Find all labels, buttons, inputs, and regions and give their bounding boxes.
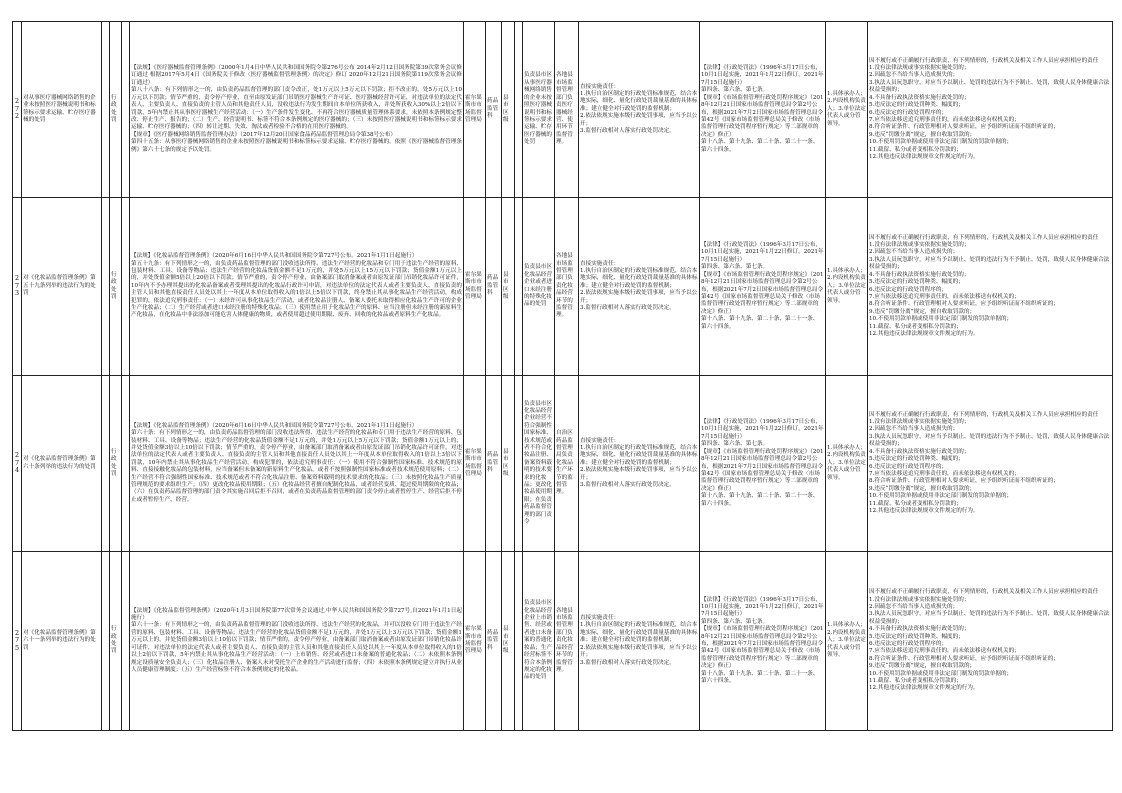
accountability-line: 3.执法人员玩忽职守，对应当予以制止、处罚的违法行为不予制止、处罚，致使人民身体健康合法权益受损的； — [869, 79, 1110, 94]
table-row — [13, 198, 1113, 376]
accountability-line: 1.没有法律法规或事实依据实施处罚的； — [869, 596, 970, 603]
accountability-line: 3.执法人员玩忽职守，对应当予以制止、处罚的违法行为不予制止、处罚，致使人民身体健康合法权益受损的； — [869, 433, 1110, 448]
basis-line: 第五十九条：有下列情形之一的，由负责药品监督管理的部门没收违法所得、违法生产经营的化妆品和专门用于违法生产经营的原料、包装材料、工具、设备等物品；违法生产经营的化妆品货值金额不足1万元的，并处5万元以上15万元以下罚款；货值金额1万元以上的，并处货值金额5倍以上20倍以下罚款；情节严重的，责令停产停业，由备案部门取消备案或者由原发证部门吊销化妆品许可证件，10年内不予办理其提出的化妆品备案或者受理其提出的化妆品行政许可申请，对违法单位的法定代表人或者主要负责人、直接负责的主管人员和其他直接责任人员处以其上一年度从本单位取得收入的1倍以上5倍以下罚款，终身禁止其从事化妆品生产经营活动，构成犯罪的，依法追究刑事责任：（一）未经许可从事化妆品生产活动，或者化妆品注册人、备案人委托未取得相应化妆品生产许可的企业生产化妆品；（二）生产经营或者进口未经注册的特殊化妆品；（三）使用禁止用于化妆品生产的原料、应当注册但未经注册的新原料生产化妆品，在化妆品中非法添加可能危害人体健康的物质，或者使用超过使用期限、废弃、回收的化妆品或者原料生产化妆品。 — [131, 260, 462, 319]
duty-division: 各地县市场监督管理部门负责化妆品经营环节的监督管理。 — [555, 552, 579, 731]
law-line: 【法律】《行政处罚法》（1996年3月17日公布，10月1日起实施，2021年1月22日修订，2021年7月15日起施行） — [701, 242, 824, 263]
accountability-situations — [868, 198, 1113, 376]
item-type: 行政处罚 — [110, 22, 122, 198]
blank-cell — [122, 22, 130, 198]
accountability-line: 3.执法人员玩忽职守，对应当予以制止、处罚的违法行为不予制止、处罚，致使人民身体健康合法权益受损的； — [869, 611, 1110, 625]
accountability-line: 6.违反法定的行政处罚程序的； — [869, 463, 948, 470]
law-line: 第十八条、第十九条、第二十条、第二十一条、第六十四条。 — [701, 670, 819, 685]
item-name: 对从事医疗器械网络销售的企业未按照医疗器械说明书和标签标示要求运输、贮存医疗器械的处罚 — [22, 22, 102, 198]
accountability-line: 11.截留、私分或者变相私分罚款的； — [869, 678, 962, 685]
accountability-line: 2.因疏忽不当给当事人造成损失的； — [869, 426, 959, 433]
responsibility-items — [579, 552, 700, 731]
item-type: 行政处罚 — [110, 376, 122, 552]
duty-division: 自治区药品监督管理局负责化妆品生产环节的监督管理。 — [555, 376, 579, 552]
accountability-line: 8.符合听证条件、行政管理相对人要求听证，应予组织听证而不组织听证的； — [869, 655, 1059, 662]
responsibility-line: 2.依法依规实施本级行政处罚事项，应当予以公开； — [580, 467, 698, 481]
legal-basis — [130, 552, 464, 731]
accountability-line: 6.违反法定的行政处罚程序的； — [869, 109, 948, 116]
law-line: 【规章】《市场监督管理行政处罚程序规定》（2018年12月21日国家市场监督管理总局令第2号公布，根据2021年7月2日国家市场监督管理总局令第42号《国家市场监督管理总局关于修改〈市场监督管理行政处罚程序暂行规定〉等二部规章的决定》修正） — [701, 94, 824, 138]
blank-cell — [102, 22, 110, 198]
law-line: 【法律】《行政处罚法》（1996年3月17日公布，10月1日起实施，2021年1月22日修订，2021年7月15日起施行） — [701, 65, 824, 86]
accountability-line: 11.截留、私分或者变相私分罚款的； — [869, 500, 962, 507]
table-row — [13, 376, 1113, 552]
blank-cell — [515, 376, 523, 552]
accountability-object: 1.具体承办人；2.内设机构负责人；3.单位法定代表人或分管领导。 — [826, 552, 868, 731]
administrative-level: 县市区级 — [502, 198, 515, 376]
accountability-line: 4.不具备行政执法资格实施行政处罚的； — [869, 271, 970, 278]
accountability-line: 1.没有法律法规或事实依据实施处罚的； — [869, 419, 970, 426]
item-number: 272 — [13, 22, 22, 198]
blank-cell — [102, 376, 110, 552]
responsibility-line: 2.依法依规实施本级行政处罚事项，应当予以公开； — [580, 113, 698, 127]
responsibility-line: 1.执行自治区制定的行政处罚标准规范，结合本地实际，细化、量化行政处罚裁量基准的具体标准；建立健全对行政处罚的监督机制； — [580, 267, 698, 289]
item-number: 273 — [13, 198, 22, 376]
law-line: 第四条、第六条、第七条。 — [701, 618, 769, 625]
law-reference — [700, 198, 826, 376]
accountability-line: 8.符合听证条件、行政管理相对人要求听证，应予组织听证而不组织听证的； — [869, 124, 1059, 131]
accountability-line: 12.其他违反法律法规规章文件规定的行为。 — [869, 507, 979, 514]
accountability-line: 因不履行或不正确履行行政职责，有下列情形的，行政机关及相关工作人员应承担相应的责任 — [869, 411, 1099, 418]
legal-basis — [130, 22, 464, 198]
blank-cell — [122, 376, 130, 552]
table-body — [13, 22, 1113, 731]
item-name: 对《化妆品监督管理条例》第六十条列举的违法行为的处罚 — [22, 376, 102, 552]
item-type: 行政处罚 — [110, 552, 122, 731]
accountability-line: 6.违反法定的行政处罚程序的； — [869, 286, 948, 293]
accountability-line: 12.其他违反法律法规规章文件规定的行为。 — [869, 153, 979, 160]
implementing-subject: 霍尔果斯市市场监督管理局 — [464, 198, 486, 376]
basis-line: 第六十条：有下列情形之一的，由负责药品监督管理的部门没收违法所得、违法生产经营的化妆品和专门用于违法生产经营的原料、包装材料、工具、设备等物品；违法生产经营的化妆品货值金额不足1万元的，并处1万元以上5万元以下罚款；货值金额1万元以上的，并处货值金额3倍以上10倍以下罚款；情节严重的，责令停产停业，由备案部门取消备案或者由原发证部门吊销化妆品许可证件，对违法单位的法定代表人或者主要负责人、直接负责的主管人员和其他直接责任人员处以其上一年度从本单位取得收入的1倍以上3倍以下罚款，10年内禁止其从事化妆品生产经营活动，构成犯罪的，依法追究刑事责任：（一）使用不符合强制性国家标准、技术规范的原料、直接接触化妆品的包装材料，应当备案但未备案的新原料生产化妆品，或者不按照强制性国家标准或者技术规范使用原料；（二）生产经营不符合强制性国家标准、技术规范或者不符合化妆品注册、备案资料载明的技术要求的化妆品；（三）未按照化妆品生产质量管理规范的要求组织生产；（四）更改化妆品使用期限；（五）化妆品经营者擅自配制化妆品，或者经营变质、超过使用期限的化妆品；（六）在负责药品监督管理的部门责令其实施召回后拒不召回，或者在负责药品监督管理的部门责令停止或者暂停生产、经营后拒不停止或者暂停生产、经营。 — [131, 430, 462, 503]
item-number: 275 — [13, 552, 22, 731]
responsible-department: 药品监管科 — [486, 22, 502, 198]
accountability-line: 12.其他违反法律法规规章文件规定的行为。 — [869, 330, 979, 337]
legal-basis — [130, 376, 464, 552]
law-line: 【规章】《市场监督管理行政处罚程序规定》（2018年12月21日国家市场监督管理总局令第2号公布，根据2021年7月2日国家市场监督管理总局令第42号《国家市场监督管理总局关于修改〈市场监督管理行政处罚程序暂行规定〉等二部规章的决定》修正） — [701, 626, 824, 670]
accountability-line: 因不履行或不正确履行行政职责，有下列情形的，行政机关及相关工作人员应承担相应的责任 — [869, 234, 1099, 241]
item-name: 对《化妆品监督管理条例》第五十九条列举的违法行为的处罚 — [22, 198, 102, 376]
duty-subject: 负责县市区化妆品经营企业上市销售、经营或者进口未备案的普通化妆品；生产经营标签不符合本条例规定的化妆品的处罚 — [523, 552, 555, 731]
accountability-line: 10.不使用罚款单据或使用非法定部门制发的罚款单据的； — [869, 316, 1013, 323]
accountability-line: 10.不使用罚款单据或使用非法定部门制发的罚款单据的； — [869, 493, 1013, 500]
law-line: 第四条、第六条、第七条。 — [701, 264, 769, 271]
accountability-line: 6.违反法定的行政处罚程序的； — [869, 641, 948, 647]
law-reference — [700, 376, 826, 552]
legal-basis — [130, 198, 464, 376]
law-line: 第四条、第六条、第七条。 — [701, 441, 769, 448]
duty-subject: 负责县市区从事医疗器械网络销售的企业未按照医疗器械说明书和标签标示要求运输、贮存医疗器械的处罚 — [523, 22, 555, 198]
accountability-line: 4.不具备行政执法资格实施行政处罚的； — [869, 626, 970, 633]
accountability-line: 4.不具备行政执法资格实施行政处罚的； — [869, 448, 970, 455]
accountability-line: 2.因疏忽不当给当事人造成损失的； — [869, 603, 959, 610]
basis-line: 【法规】《化妆品监督管理条例》（2020年1月3日国务院第77次常务会议通过,中华人民共和国国务院令第727号,自2021年1月1日起施行） — [131, 607, 462, 622]
responsibility-line: 直接实施责任： — [580, 260, 620, 267]
duty-list-table — [12, 21, 1113, 731]
blank-cell — [102, 198, 110, 376]
law-reference — [700, 552, 826, 731]
implementing-subject: 霍尔果斯市市场监督管理局 — [464, 376, 486, 552]
accountability-line: 4.不具备行政执法资格实施行政处罚的； — [869, 94, 970, 101]
implementing-subject: 霍尔果斯市市场监督管理局 — [464, 22, 486, 198]
item-type: 行政处罚 — [110, 198, 122, 376]
blank-cell — [122, 552, 130, 731]
blank-cell — [515, 552, 523, 731]
accountability-line: 9.违反“罚缴分离”规定，擅自收取罚款的； — [869, 485, 976, 492]
law-line: 第十八条、第十九条、第二十条、第二十一条、第六十四条。 — [701, 139, 819, 153]
accountability-line: 7.应当依法移送追究刑事责任的，而未依法移送有权机关的； — [869, 648, 1020, 655]
accountability-object: 1.具体承办人；2.内设机构负责人；3.单位法定代表人或分管领导。 — [826, 22, 868, 198]
accountability-line: 9.违反“罚缴分离”规定，擅自收取罚款的； — [869, 663, 976, 670]
accountability-line: 10.不使用罚款单据或使用非法定部门制发的罚款单据的； — [869, 139, 1013, 146]
law-line: 【法律】《行政处罚法》（1996年3月17日公布，10月1日起实施，2021年1月22日修订，2021年7月15日起施行） — [701, 596, 824, 618]
accountability-line: 5.违反法定的行政处罚种类、幅度的； — [869, 456, 964, 463]
responsibility-line: 2.依法依规实施本级行政处罚事项，应当予以公开； — [580, 290, 698, 304]
accountability-line: 11.截留、私分或者变相私分罚款的； — [869, 146, 962, 153]
law-reference — [700, 22, 826, 198]
accountability-line: 7.应当依法移送追究刑事责任的，而未依法移送有权机关的； — [869, 470, 1020, 477]
administrative-level: 县市区级 — [502, 376, 515, 552]
administrative-level: 县市区级 — [502, 552, 515, 731]
accountability-situations — [868, 22, 1113, 198]
blank-cell — [515, 198, 523, 376]
responsible-department: 药品监管科 — [486, 376, 502, 552]
accountability-line: 9.违反“罚缴分离”规定，擅自收取罚款的； — [869, 131, 976, 138]
responsibility-items — [579, 22, 700, 198]
responsibility-line: 3.监督行政相对人落实行政处罚决定。 — [580, 482, 675, 489]
duty-division: 各地县市场监督管理部门负责化妆品经营环节的监督管理。 — [555, 198, 579, 376]
responsibility-items — [579, 198, 700, 376]
accountability-line: 因不履行或不正确履行行政职责，有下列情形的，行政机关及相关工作人员应承担相应的责任 — [869, 589, 1099, 596]
responsibility-line: 1.执行自治区制定的行政处罚标准规范，结合本地实际，细化、量化行政处罚裁量基准的具体标准；建立健全对行政处罚的监督机制； — [580, 90, 698, 112]
duty-subject: 负责县市区化妆品经营企业经营不符合强制性国家标准、技术规范或者不符合化妆品注册、备案资料载明的技术要求的化妆品；更改化妆品使用期限；在负责药品监督管理的部门责令 — [523, 376, 555, 552]
responsible-department: 药品监管科 — [486, 198, 502, 376]
accountability-line: 2.因疏忽不当给当事人造成损失的； — [869, 249, 959, 256]
law-line: 【规章】《市场监督管理行政处罚程序规定》（2018年12月21日国家市场监督管理总局令第2号公布，根据2021年7月2日国家市场监督管理总局令第42号《国家市场监督管理总局关于修改〈市场监督管理行政处罚程序暂行规定〉等二部规章的决定》修正） — [701, 448, 824, 492]
law-line: 第十八条、第十九条、第二十条、第二十一条、第六十四条。 — [701, 493, 819, 507]
basis-line: 【法规】《化妆品监督管理条例》（2020年6月16日中华人民共和国国务院令第727号公布，2021年1月1日起施行） — [131, 253, 418, 260]
accountability-line: 2.因疏忽不当给当事人造成损失的； — [869, 72, 959, 79]
blank-cell — [102, 552, 110, 731]
table-row — [13, 552, 1113, 731]
accountability-line: 1.没有法律法规或事实依据实施处罚的； — [869, 65, 970, 72]
accountability-line: 7.应当依法移送追究刑事责任的，而未依法移送有权机关的； — [869, 116, 1020, 123]
responsibility-line: 直接实施责任： — [580, 615, 620, 622]
accountability-line: 1.没有法律法规或事实依据实施处罚的； — [869, 242, 970, 249]
responsibility-items — [579, 376, 700, 552]
item-name: 对《化妆品监督管理条例》第六十一条列举的违法行为的处罚 — [22, 552, 102, 731]
law-line: 【法律】《行政处罚法》（1996年3月17日公布，10月1日起实施，2021年1月22日修订，2021年7月15日起施行） — [701, 419, 824, 440]
administrative-level: 县市区级 — [502, 22, 515, 198]
duty-subject: 负责县市区化妆品经营企业或者进口未经注册的特殊化妆品的处罚 — [523, 198, 555, 376]
blank-cell — [515, 22, 523, 198]
table-row — [13, 22, 1113, 198]
basis-line: 【法规】《化妆品监督管理条例》（2020年6月16日中华人民共和国国务院令第727号公布，2021年1月1日起施行） — [131, 422, 418, 429]
accountability-line: 5.违反法定的行政处罚种类、幅度的； — [869, 279, 964, 286]
responsibility-line: 3.监督行政相对人落实行政处罚决定。 — [580, 305, 675, 312]
basis-line: 第四十五条：从事医疗器械网络销售的企业未按照医疗器械说明书和标签标示要求运输、贮存医疗器械的，依照《医疗器械监督管理条例》第六十七条的规定予以处罚。 — [131, 139, 462, 153]
responsibility-line: 1.执行自治区制定的行政处罚标准规范，结合本地实际，细化、量化行政处罚裁量基准的具体标准；建立健全对行政处罚的监督机制； — [580, 622, 698, 644]
implementing-subject: 霍尔果斯市市场监督管理局 — [464, 552, 486, 731]
accountability-object: 1.具体承办人；2.内设机构负责人；3.单位法定代表人或分管领导。 — [826, 198, 868, 376]
accountability-line: 9.违反“罚缴分离”规定，擅自收取罚款的； — [869, 308, 976, 315]
accountability-line: 因不履行或不正确履行行政职责，有下列情形的，行政机关及相关工作人员应承担相应的责任 — [869, 57, 1099, 64]
accountability-object: 1.具体承办人；2.内设机构负责人；3.单位法定代表人或分管领导。 — [826, 376, 868, 552]
law-line: 【规章】《市场监督管理行政处罚程序规定》（2018年12月21日国家市场监督管理总局令第2号公布，根据2021年7月2日国家市场监督管理总局令第42号《国家市场监督管理总局关于修改〈市场监督管理行政处罚程序暂行规定〉等二部规章的决定》修正） — [701, 271, 824, 315]
item-number: 274 — [13, 376, 22, 552]
blank-cell — [122, 198, 130, 376]
accountability-line: 12.其他违反法律法规规章文件规定的行为。 — [869, 685, 979, 692]
responsibility-line: 3.监督行政相对人落实行政处罚决定。 — [580, 128, 675, 135]
responsibility-line: 3.监督行政相对人落实行政处罚决定。 — [580, 659, 675, 666]
basis-line: 第八十八条：有下列情形之一的，由负责药品监督管理的部门责令改正，处1万元以上5万元以下罚款；拒不改正的，处5万元以上10万元以下罚款；情节严重的，责令停产停业，直至由原发证部门吊销医疗器械生产许可证、医疗器械经营许可证，对违法单位的法定代表人、主要负责人、直接负责的主管人员和其他责任人员，没收违法行为发生期间自本单位所获收入，并处所获收入30%以上2倍以下罚款，5年内禁止其从事医疗器械生产经营活动：（一）生产条件发生变化、不再符合医疗器械质量管理体系要求，未依照本条例规定整改、停止生产、报告的；（二）生产、经营说明书、标签不符合本条例规定的医疗器械的；（三）未按照医疗器械说明书和标签标示要求运输、贮存医疗器械的；（四）转让过期、失效、淘汰或者检验不合格的在用医疗器械的。 — [131, 87, 462, 131]
basis-line: 【法规】《医疗器械监督管理条例》（2000年1月4日中华人民共和国国务院令第276号公布 2014年2月12日国务院第39次常务会议修订通过 根据2017年5月4日《国务院关于修改〈医疗器械监督管理条例〉的决定》修订 2020年12月21日国务院第119次常务会议修订通过） — [131, 65, 462, 86]
law-line: 第十八条、第十九条、第二十条、第二十一条、第六十四条。 — [701, 316, 819, 330]
basis-line: 第六十一条：有下列情形之一的，由负责药品监督管理的部门没收违法所得、违法生产经营的化妆品，并可以没收专门用于违法生产经营的原料、包装材料、工具、设备等物品；违法生产经营的化妆品货值金额不足1万元的，并处1万元以上3万元以下罚款；货值金额1万元以上的，并处货值金额3倍以上10倍以下罚款；情节严重的，责令停产停业，由备案部门取消备案或者由原发证部门吊销化妆品许可证件，对违法单位的法定代表人或者主要负责人、直接负责的主管人员和其他直接责任人员处以其上一年度从本单位取得收入的1倍以上2倍以下罚款，5年内禁止其从事化妆品生产经营活动：（一）上市销售、经营或者进口未备案的普通化妆品；（二）未依照本条例规定设质量安全负责人；（三）化妆品注册人、备案人未对受托生产企业的生产活动进行监督；（四）未依照本条例规定建立并执行从业人员健康管理制度；（五）生产经营标签不符合本条例规定的化妆品。 — [131, 622, 462, 673]
basis-line: 【规章】《医疗器械网络销售监督管理办法》（2017年12月20日国家食品药品监督管理总局令第38号公布） — [131, 131, 396, 138]
accountability-line: 7.应当依法移送追究刑事责任的，而未依法移送有权机关的； — [869, 293, 1020, 300]
accountability-line: 5.违反法定的行政处罚种类、幅度的； — [869, 102, 964, 109]
accountability-line: 8.符合听证条件、行政管理相对人要求听证，应予组织听证而不组织听证的； — [869, 478, 1059, 485]
responsible-department: 药品监管科 — [486, 552, 502, 731]
responsibility-line: 直接实施责任： — [580, 437, 620, 444]
responsibility-line: 1.执行自治区制定的行政处罚标准规范，结合本地实际，细化、量化行政处罚裁量基准的具体标准；建立健全对行政处罚的监督机制； — [580, 444, 698, 466]
responsibility-line: 直接实施责任： — [580, 83, 620, 90]
accountability-situations — [868, 552, 1113, 731]
law-line: 第四条、第六条、第七条。 — [701, 87, 769, 94]
accountability-line: 5.违反法定的行政处罚种类、幅度的； — [869, 633, 964, 640]
accountability-line: 11.截留、私分或者变相私分罚款的； — [869, 323, 962, 330]
responsibility-line: 2.依法依规实施本级行政处罚事项，应当予以公开； — [580, 644, 698, 659]
duty-division: 各地县市场监督管理部门负责医疗器械经营、使用环节监督管理。 — [555, 22, 579, 198]
accountability-line: 8.符合听证条件、行政管理相对人要求听证，应予组织听证而不组织听证的； — [869, 301, 1059, 308]
accountability-line: 3.执法人员玩忽职守，对应当予以制止、处罚的违法行为不予制止、处罚，致使人民身体健康合法权益受损的； — [869, 256, 1110, 271]
accountability-line: 10.不使用罚款单据或使用非法定部门制发的罚款单据的； — [869, 670, 1013, 677]
accountability-situations — [868, 376, 1113, 552]
